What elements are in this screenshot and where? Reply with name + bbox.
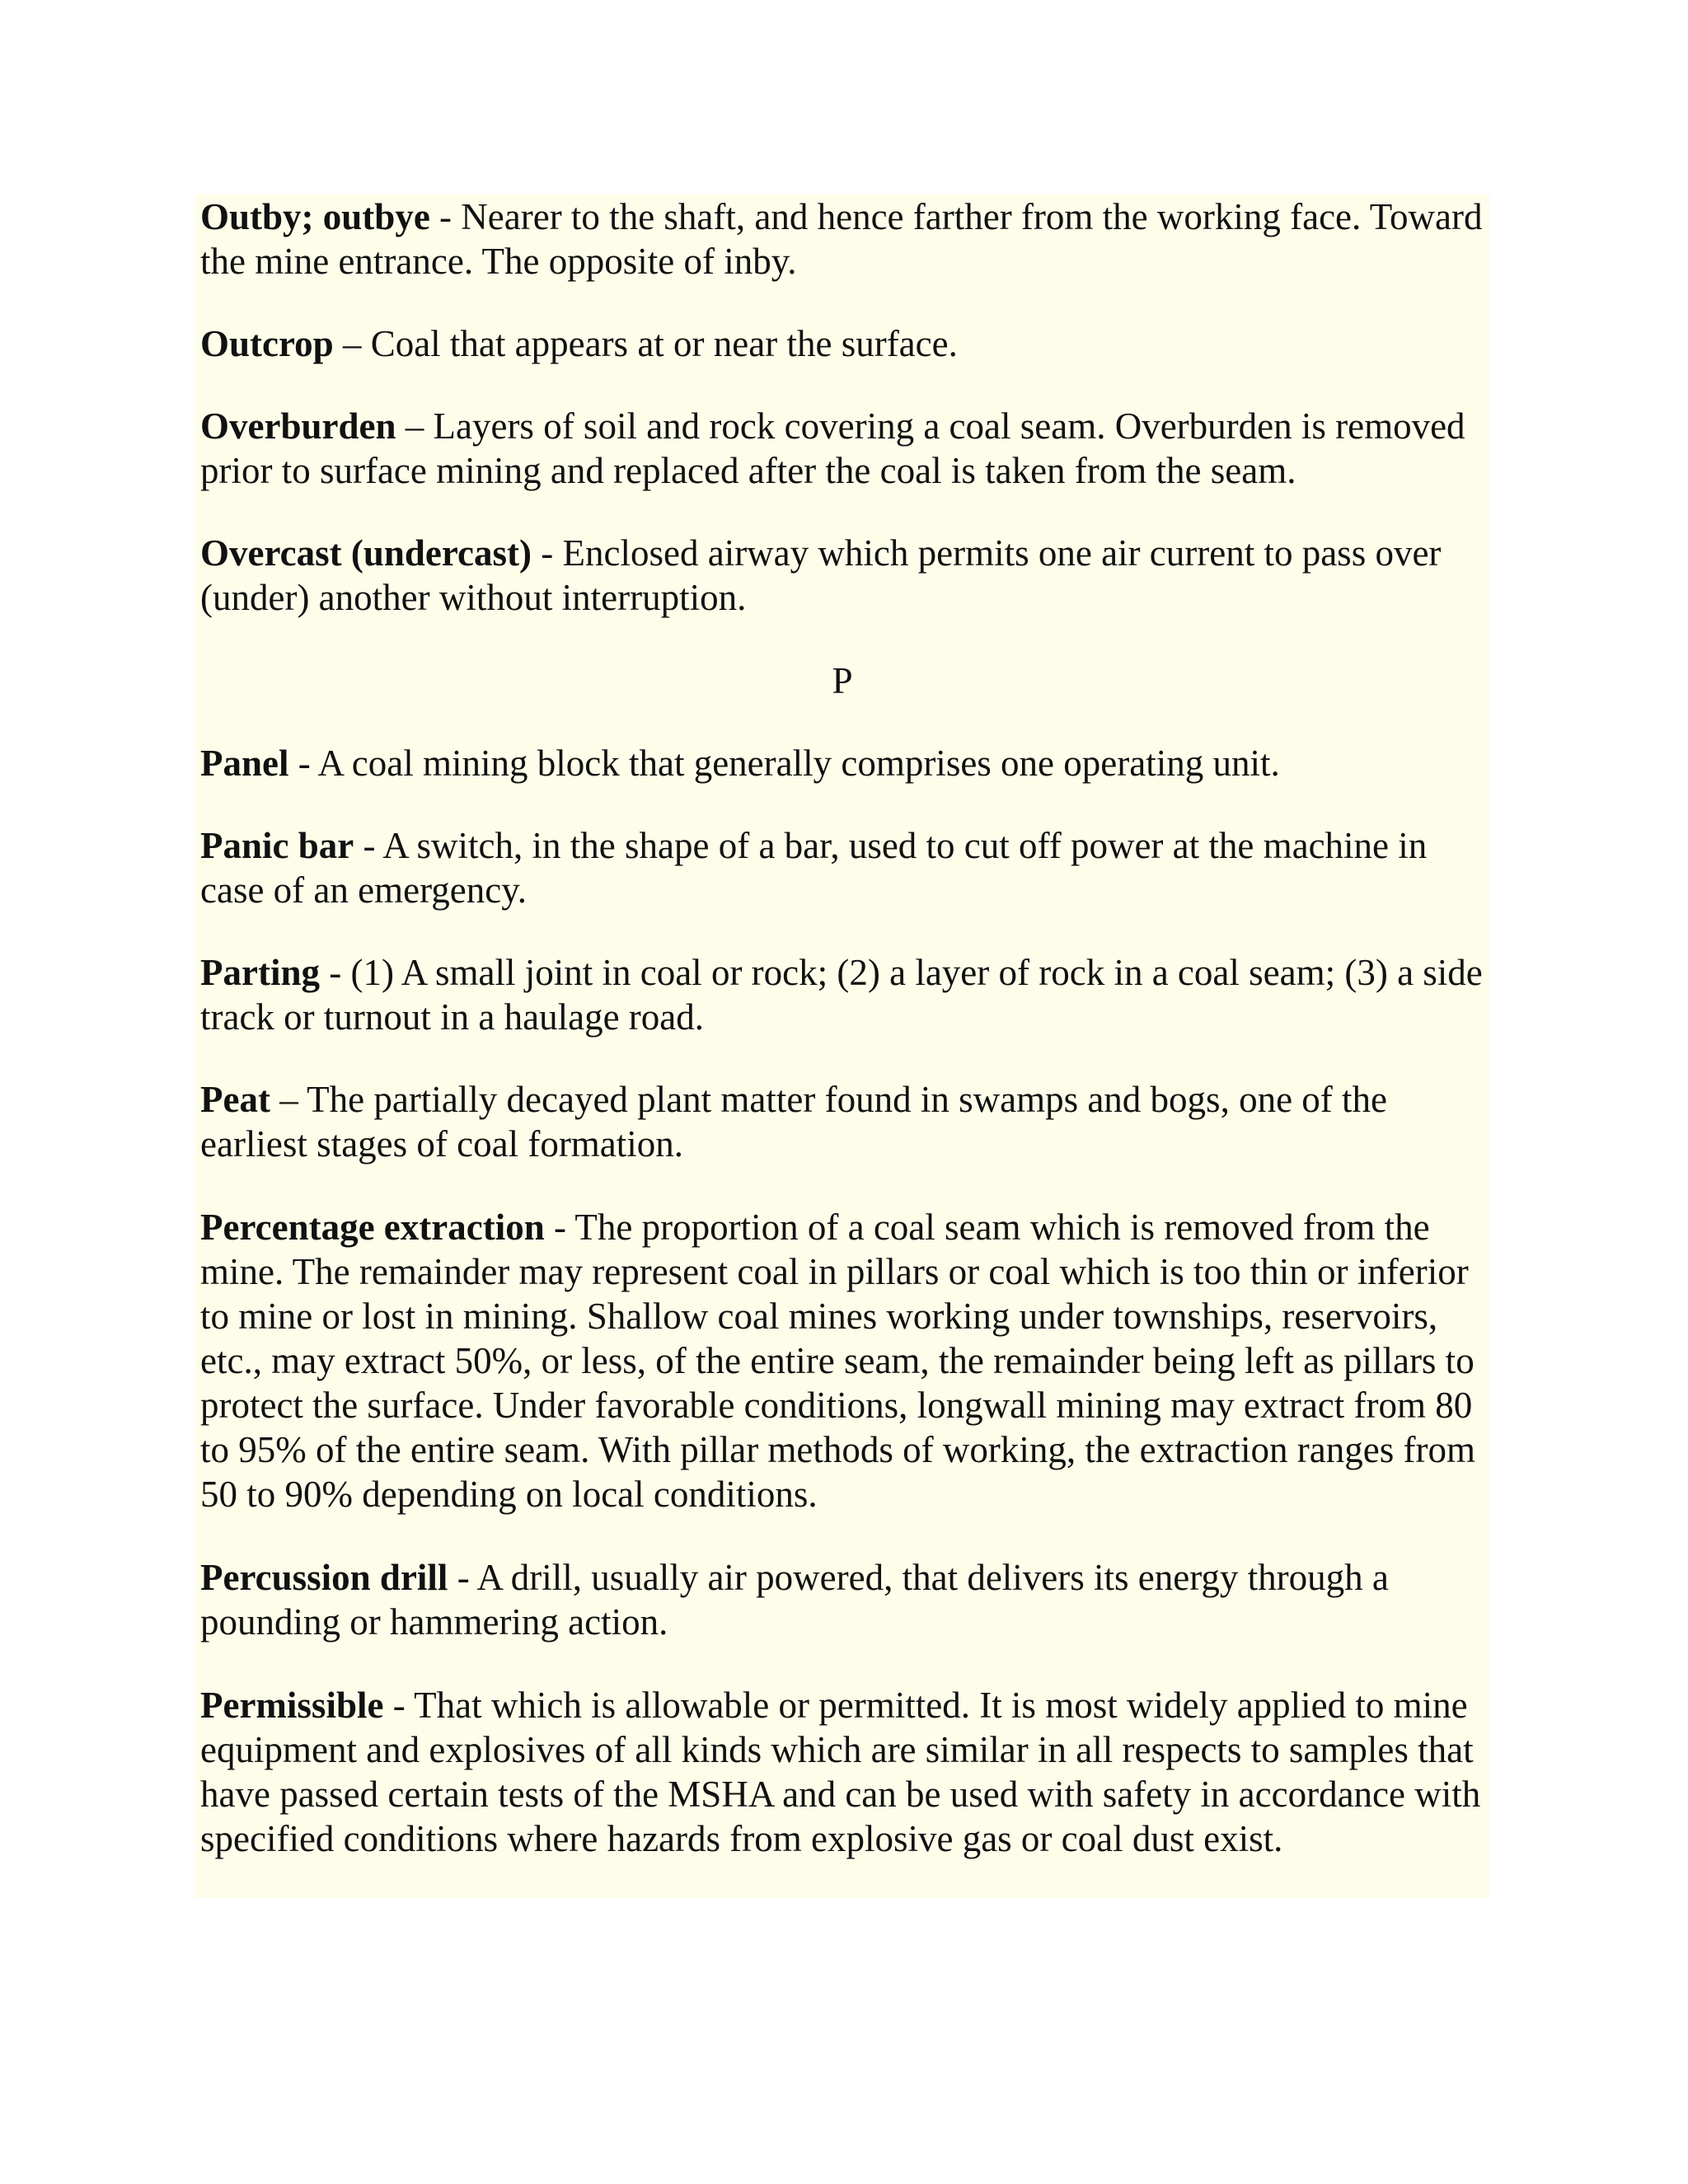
entry-term: Panel — [200, 743, 289, 784]
glossary-entry-overcast — [200, 531, 1484, 620]
glossary-entry-panel — [200, 741, 1484, 785]
entry-definition: The proportion of a coal seam which is removed from the mine. The remainder may represent coal in pillars or coal which is too thin or inferior to mine or lost in mining. Shallow coal mines working under townships, reservoirs, etc., may extract 50%, or less, of the entire seam, the remainder being left as pillars to protect the surface. Under favorable conditions, longwall mining may extract from 80 to 95% of the entire seam. With pillar methods of working, the extraction ranges from 50 to 90% depending on local conditions. — [200, 1207, 1475, 1515]
entry-term: Permissible — [200, 1685, 384, 1726]
entry-term: Peat — [200, 1079, 270, 1120]
glossary-entry-outcrop — [200, 321, 1484, 366]
entry-term: Overcast (undercast) — [200, 532, 532, 574]
entry-definition: (1) A small joint in coal or rock; (2) a layer of rock in a coal seam; (3) a side track or turnout in a haulage road. — [200, 952, 1483, 1038]
entry-separator: – — [396, 405, 434, 447]
glossary-entry-percentage-extraction — [200, 1205, 1484, 1516]
entry-separator: - — [544, 1207, 575, 1248]
entry-separator: - — [532, 532, 563, 574]
entry-definition: Nearer to the shaft, and hence farther from the working face. Toward the mine entrance. The opposite of inby. — [200, 196, 1483, 282]
entry-separator: - — [319, 952, 351, 993]
entry-separator: - — [448, 1557, 477, 1598]
glossary-entry-percussion-drill — [200, 1555, 1484, 1644]
entry-definition: The partially decayed plant matter found in swamps and bogs, one of the earliest stages of coal formation. — [200, 1079, 1388, 1165]
glossary-entry-overburden — [200, 404, 1484, 493]
entry-separator: - — [429, 196, 462, 237]
entry-term: Overburden — [200, 405, 396, 447]
glossary-entry-peat — [200, 1077, 1484, 1166]
entry-definition: A switch, in the shape of a bar, used to cut off power at the machine in case of an emergency. — [200, 825, 1428, 911]
entry-separator: – — [333, 323, 371, 364]
glossary-entry-panic-bar — [200, 823, 1484, 912]
entry-definition: Layers of soil and rock covering a coal seam. Overburden is removed prior to surface mining and replaced after the coal is taken from the seam. — [200, 405, 1465, 491]
entry-separator: - — [354, 825, 383, 866]
entry-separator: - — [288, 743, 318, 784]
entry-definition: That which is allowable or permitted. It is most widely applied to mine equipment and explosives of all kinds which are similar in all respects to samples that have passed certain tests of the MSHA and can be used with safety in accordance with specified conditions where hazards from explosive gas or coal dust exist. — [200, 1685, 1481, 1859]
entry-term: Outby; outbye — [200, 196, 430, 237]
entry-separator: - — [383, 1685, 415, 1726]
entry-term: Outcrop — [200, 323, 334, 364]
entry-definition: A coal mining block that generally comprises one operating unit. — [317, 743, 1280, 784]
entry-definition: Enclosed airway which permits one air current to pass over (under) another without interruption. — [200, 532, 1442, 618]
entry-term: Panic bar — [200, 825, 354, 866]
entry-definition: A drill, usually air powered, that delivers its energy through a pounding or hammering action. — [200, 1557, 1389, 1643]
entry-separator: – — [270, 1079, 307, 1120]
glossary-entry-parting — [200, 950, 1484, 1039]
glossary-page — [195, 194, 1489, 1898]
section-letter-heading: P — [832, 660, 853, 701]
entry-definition: Coal that appears at or near the surface. — [370, 323, 958, 364]
entry-term: Parting — [200, 952, 320, 993]
entry-term: Percussion drill — [200, 1557, 448, 1598]
glossary-entry-outby — [200, 194, 1484, 284]
entry-term: Percentage extraction — [200, 1207, 545, 1248]
glossary-entry-permissible — [200, 1683, 1484, 1861]
